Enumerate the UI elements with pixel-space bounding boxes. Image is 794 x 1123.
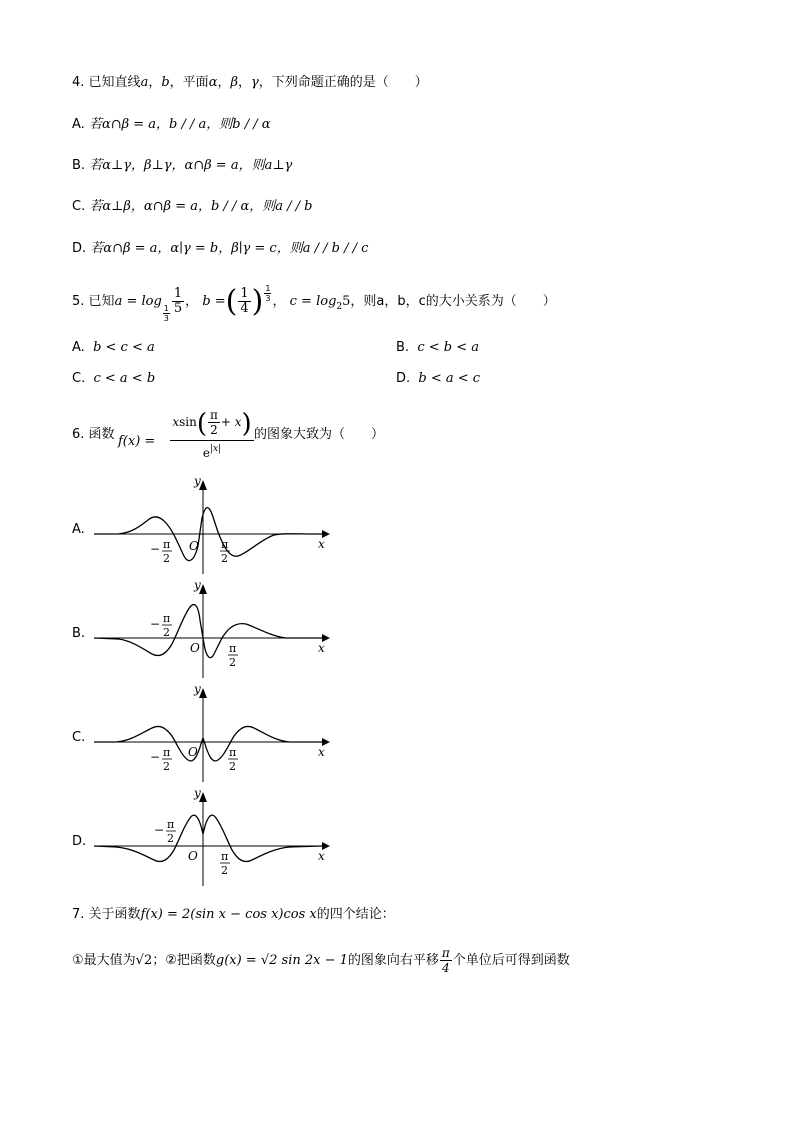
y-axis-label: y: [194, 478, 201, 488]
tick-two: 2: [163, 626, 170, 639]
origin-label: O: [188, 745, 198, 759]
q4-option-d: D. 若α∩β = a，α∣γ = b，β∣γ = c，则a / / b / / c: [72, 241, 369, 256]
x-axis-label: x: [318, 537, 325, 551]
log-argument-fraction: $\frac{1}{5}$: [173, 286, 183, 316]
q5-stem: 5. 已知a = log $\frac{1}{3}$ $\frac{1}{5}$ ， b =( $\frac{1}{4}$ ) $\frac{1}{3}$ ， $c = \log_25$，则a，b，c的大小关系为（ ）: [72, 284, 556, 323]
tick-pi: π: [229, 746, 237, 759]
q4-stem: 4. 已知直线a，b，平面α，β，γ，下列命题正确的是（ ）: [72, 75, 428, 90]
tick-two: 2: [221, 864, 228, 877]
tick-two: 2: [167, 832, 174, 845]
q5-option-d: D. b < a < c: [396, 371, 481, 386]
graph-a: [90, 478, 330, 578]
graph-d: [90, 790, 330, 890]
graph-d-label: D.: [72, 834, 87, 849]
tick-two: 2: [163, 552, 170, 565]
x-axis-label: x: [318, 745, 325, 759]
graph-a-label: A.: [72, 522, 85, 537]
y-axis-label: y: [194, 582, 201, 592]
tick-pi: π: [163, 538, 171, 551]
q4-option-c: C. 若α⊥β，α∩β = a，b / / α，则a / / b: [72, 199, 313, 214]
b-base-fraction: $\frac{1}{4}$: [240, 286, 249, 316]
graph-b: [90, 582, 330, 682]
exam-page: 4. 已知直线a，b，平面α，β，γ，下列命题正确的是（ ） A. 若α∩β = a，b / / a，则b / / α B. 若α⊥γ，β⊥γ，α∩β = a，则a⊥γ C. 若α⊥β，α∩β = a，b / / α，则a / / b D. 若α∩β = a，α∣γ = b，β∣γ = c，则a / / b / / c 5. 已知a = log $\frac{1}{3}$ $\frac{1}{5}$ ， b =( $\frac{1}{4}$ ) $\frac{1}{3}$ ， $c = \log_25$，则a，b，c的大小关系为（ ） A. b < c < a B. c < b < a C. c < a < b D. b < a < c 6. 函数 f(x) = xsin( $\frac{\pi}{2}$ + x) $e^{|x|}$ 的图象大致为（ ） A. y O x − π 2 π 2 B. y O x − π 2 π 2 C. y O x − π 2 π 2 D. y O x − π 2 π 2 7. 关于函数f(x) = 2(sin x − cos x)cos x的四个结论： ①最大值为√2；②把函数g(x) = √2 sin 2x − 1的图象向右平移 $\frac{\pi}{4}$ 个单位后可得到函数: [72, 75, 570, 975]
q4-option-a: A. 若α∩β = a，b / / a，则b / / α: [72, 117, 271, 132]
shift-fraction: $\frac{\pi}{4}$: [441, 946, 450, 975]
x-axis-label: x: [318, 641, 325, 655]
tick-two: 2: [229, 656, 236, 669]
x-axis-label: x: [318, 849, 325, 863]
tick-pi: π: [221, 850, 229, 863]
origin-label: O: [189, 539, 199, 553]
tick-two: 2: [163, 760, 170, 773]
origin-label: O: [190, 641, 200, 655]
q6-stem-suffix: 的图象大致为（ ）: [254, 427, 385, 442]
q6-stem-label: 6. 函数: [72, 427, 115, 442]
q7-stem: 7. 关于函数f(x) = 2(sin x − cos x)cos x的四个结论：: [72, 907, 395, 922]
y-axis-label: y: [194, 686, 201, 696]
tick-pi: π: [229, 642, 237, 655]
q5-option-b: B. c < b < a: [396, 340, 479, 355]
neg-sign: −: [150, 542, 161, 556]
tick-two: 2: [221, 552, 228, 565]
b-exponent-fraction: $\frac{1}{3}$: [265, 284, 271, 303]
tick-pi: π: [163, 612, 171, 625]
graph-c-label: C.: [72, 730, 86, 745]
tick-pi: π: [167, 818, 175, 831]
log-base-fraction: $\frac{1}{3}$: [163, 304, 169, 323]
q4-option-b: B. 若α⊥γ，β⊥γ，α∩β = a，则a⊥γ: [72, 158, 293, 173]
y-axis-label: y: [194, 790, 201, 800]
neg-sign: −: [150, 750, 161, 764]
origin-label: O: [188, 849, 198, 863]
neg-sign: −: [154, 823, 165, 837]
tick-pi: π: [221, 538, 229, 551]
graph-c: [90, 686, 330, 786]
graph-b-label: B.: [72, 626, 86, 641]
q5-option-c: C. c < a < b: [72, 371, 156, 386]
tick-two: 2: [229, 760, 236, 773]
neg-sign: −: [150, 617, 161, 631]
q7-conclusions: ①最大值为√2；②把函数g(x) = √2 sin 2x − 1的图象向右平移 $\frac{\pi}{4}$ 个单位后可得到函数: [72, 946, 570, 975]
q5-option-a: A. b < c < a: [72, 340, 155, 355]
tick-pi: π: [163, 746, 171, 759]
